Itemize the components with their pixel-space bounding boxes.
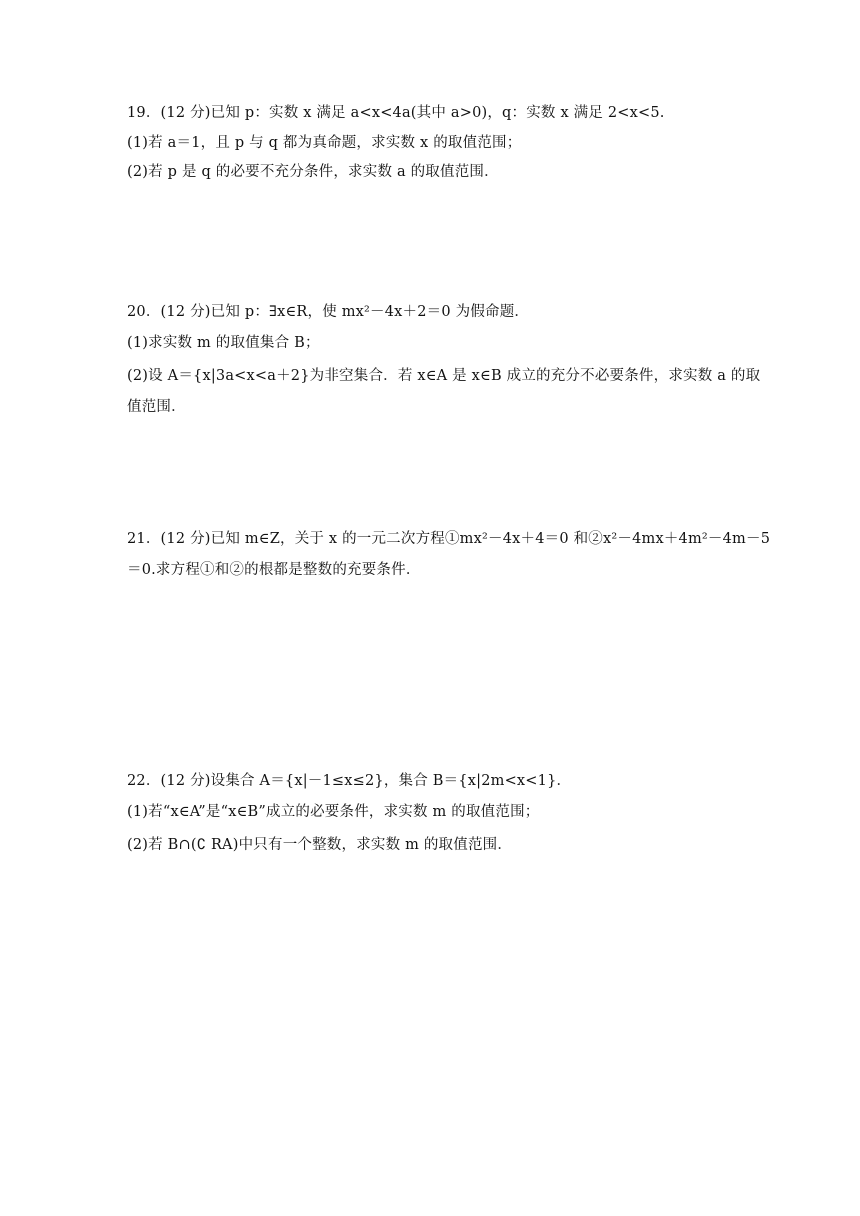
- question-19-part-1: (1)若 a＝1，且 p 与 q 都为真命题，求实数 x 的取值范围；: [127, 135, 522, 151]
- question-20-part-2-continued: 值范围．: [127, 399, 186, 415]
- question-20-part-1: (1)求实数 m 的取值集合 B；: [127, 335, 320, 351]
- question-19-stem: 19．(12 分)已知 p：实数 x 满足 a<x<4a(其中 a>0)，q：实数 x 满足 2<x<5.: [127, 105, 665, 121]
- question-22-part-1: (1)若“x∈A”是“x∈B”成立的必要条件，求实数 m 的取值范围；: [127, 804, 540, 820]
- question-22-part-2: (2)若 B∩(∁ RA)中只有一个整数，求实数 m 的取值范围．: [127, 837, 513, 853]
- question-19-part-2: (2)若 p 是 q 的必要不充分条件，求实数 a 的取值范围．: [127, 164, 499, 180]
- question-22-stem: 22．(12 分)设集合 A＝{x|－1≤x≤2}，集合 B＝{x|2m<x<1}．: [127, 773, 572, 789]
- question-20-part-2: (2)设 A＝{x|3a<x<a＋2}为非空集合．若 x∈A 是 x∈B 成立的充分不必要条件，求实数 a 的取: [127, 368, 761, 384]
- question-21-stem: 21．(12 分)已知 m∈Z，关于 x 的一元二次方程①mx²－4x＋4＝0 和②x²－4mx＋4m²－4m－5: [127, 531, 771, 547]
- question-20-stem: 20．(12 分)已知 p：∃x∈R，使 mx²－4x＋2＝0 为假命题．: [127, 304, 530, 320]
- question-21-stem-continued: ＝0.求方程①和②的根都是整数的充要条件．: [127, 562, 421, 578]
